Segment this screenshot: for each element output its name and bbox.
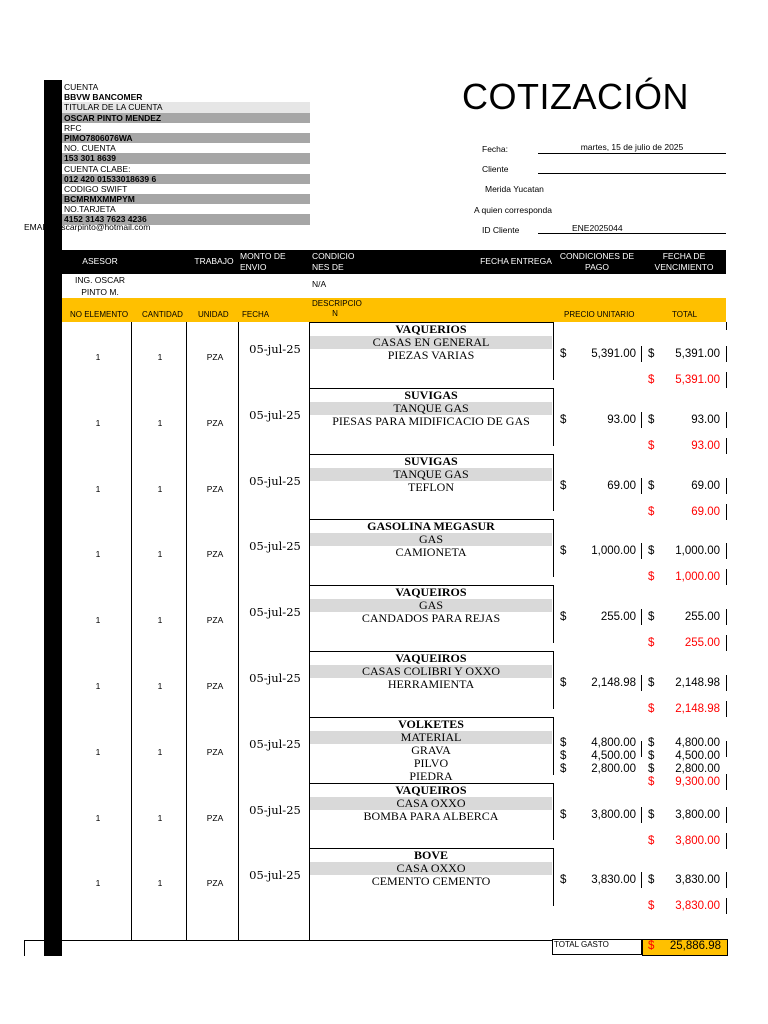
total-price xyxy=(648,874,720,887)
black-header-row xyxy=(62,250,726,274)
desc-right-rule xyxy=(553,585,554,643)
currency-sign: $ xyxy=(648,505,655,518)
location-text: Merida Yucatan xyxy=(485,184,544,194)
account-row: BCMRMXMMPYM xyxy=(62,194,310,204)
desc-right-rule xyxy=(553,783,554,841)
email-line xyxy=(24,222,150,232)
currency-sign: $ xyxy=(648,808,655,821)
unit-price-value: 3,830.00 xyxy=(591,874,636,887)
condiciones-header: CONDICIO NES DE xyxy=(312,251,355,272)
subtotal xyxy=(648,571,720,584)
item-line: CANDADOS PARA REJAS xyxy=(361,611,501,626)
item-title: VOLKETES xyxy=(398,716,464,731)
unit-price xyxy=(560,545,636,558)
total-price-value: 3,830.00 xyxy=(675,874,720,887)
unit-price xyxy=(560,737,636,750)
fecha-value: martes, 15 de julio de 2025 xyxy=(538,142,726,154)
item-unidad: PZA xyxy=(206,878,224,889)
total-price-value: 1,000.00 xyxy=(675,545,720,558)
left-margin-bar xyxy=(44,80,62,956)
item-title: VAQUEIROS xyxy=(395,651,467,665)
page-title: COTIZACIÓN xyxy=(462,76,689,117)
item-cantidad: 1 xyxy=(157,352,163,362)
desc-right-rule xyxy=(553,454,554,512)
currency-sign: $ xyxy=(560,874,567,887)
item-title: SUVIGAS xyxy=(404,453,458,468)
subtotal xyxy=(648,440,720,453)
subtotal-tick xyxy=(726,635,727,651)
account-row: OSCAR PINTO MENDEZ xyxy=(62,113,310,123)
currency-sign: $ xyxy=(648,348,655,360)
currency-sign: $ xyxy=(648,762,655,775)
item-cantidad: 1 xyxy=(157,681,163,691)
item-description xyxy=(310,586,552,625)
item-cantidad: 1 xyxy=(157,746,163,757)
unit-price-value: 255.00 xyxy=(600,611,636,624)
desc-right-rule xyxy=(553,519,554,577)
item-title: VAQUEIROS xyxy=(395,585,467,600)
item-cantidad: 1 xyxy=(157,615,163,626)
email-label: EMAIL xyxy=(24,222,50,232)
item-description xyxy=(310,718,552,783)
item-line: GRAVA xyxy=(411,742,451,757)
subtotal-tick xyxy=(726,504,727,520)
item-no: 1 xyxy=(95,812,101,823)
email-value: g.oscarpinto@hotmail.com xyxy=(49,222,151,232)
price-tick xyxy=(641,741,642,757)
item-title: SUVIGAS xyxy=(404,387,458,402)
fecha-label: Fecha: xyxy=(482,144,508,154)
currency-sign: $ xyxy=(560,677,567,689)
asesor-header: ASESOR xyxy=(82,256,118,266)
subtotal xyxy=(648,835,720,848)
currency-sign: $ xyxy=(648,775,655,788)
bottom-left-rule-v xyxy=(24,940,25,956)
currency-sign: $ xyxy=(648,545,655,558)
account-row: 4152 3143 7623 4236 xyxy=(62,214,310,224)
item-title: BOVE xyxy=(413,848,448,863)
desc-right-rule xyxy=(553,848,554,906)
item-no: 1 xyxy=(95,746,101,757)
total-tick xyxy=(726,872,727,888)
condiciones-value: N/A xyxy=(312,279,327,289)
item-fecha: 05-jul-25 xyxy=(249,671,301,685)
col-precio-unitario: PRECIO UNITARIO xyxy=(564,310,635,319)
currency-sign: $ xyxy=(648,413,655,426)
item-no: 1 xyxy=(95,483,101,494)
right-edge xyxy=(726,322,727,330)
total-price-value: 93.00 xyxy=(691,413,720,426)
item-unidad: PZA xyxy=(206,417,224,428)
currency-sign: $ xyxy=(560,808,567,821)
desc-right-rule xyxy=(553,717,554,775)
subtotal-value: 3,830.00 xyxy=(675,900,720,913)
currency-sign: $ xyxy=(560,413,567,426)
total-price-value: 2,800.00 xyxy=(675,762,720,775)
item-cantidad: 1 xyxy=(157,483,163,494)
column-header-row xyxy=(62,298,726,322)
currency-sign: $ xyxy=(648,374,655,386)
asesor-value: ING. OSCAR PINTO M. xyxy=(74,275,126,297)
subtotal-value: 5,391.00 xyxy=(675,374,720,386)
item-unidad: PZA xyxy=(206,615,224,626)
desc-right-rule xyxy=(553,651,554,709)
item-line: MATERIAL xyxy=(310,731,552,744)
subtotal-tick xyxy=(726,372,727,388)
unit-price xyxy=(560,763,636,776)
item-unidad: PZA xyxy=(206,549,224,560)
item-fecha: 05-jul-25 xyxy=(249,802,301,817)
unit-price-value: 4,800.00 xyxy=(591,736,636,749)
currency-sign: $ xyxy=(648,571,655,584)
table-bottom-rule xyxy=(62,940,552,941)
total-price-value: 2,148.98 xyxy=(675,677,720,689)
col-unidad: UNIDAD xyxy=(198,310,229,319)
total-gasto-box xyxy=(642,939,728,956)
total-price-value: 5,391.00 xyxy=(675,348,720,360)
currency-sign: $ xyxy=(648,611,655,624)
item-description xyxy=(310,784,552,823)
item-line: GAS xyxy=(310,533,552,546)
subtotal-value: 3,800.00 xyxy=(675,834,720,847)
item-line: CASA OXXO xyxy=(310,862,552,875)
price-tick xyxy=(641,609,642,625)
total-price xyxy=(648,545,720,558)
col-cantidad: CANTIDAD xyxy=(142,310,183,319)
item-description xyxy=(310,455,552,494)
subtotal-value: 69.00 xyxy=(691,505,720,518)
total-tick xyxy=(726,543,727,559)
subtotal xyxy=(648,703,720,716)
item-line: TEFLON xyxy=(408,479,454,494)
account-row: NO. CUENTA xyxy=(64,143,116,154)
column-divider xyxy=(186,322,187,940)
total-price xyxy=(648,480,720,493)
col-descripcion: DESCRIPCIO N xyxy=(312,299,362,318)
total-price-value: 255.00 xyxy=(684,611,720,624)
account-row: PIMO7806076WA xyxy=(62,133,310,143)
a-quien-text: A quien corresponda xyxy=(474,205,552,215)
total-price xyxy=(648,737,720,750)
desc-right-rule xyxy=(553,388,554,446)
unit-price-value: 1,000.00 xyxy=(591,545,636,558)
item-title: GASOLINA MEGASUR xyxy=(367,519,495,534)
id-cliente-value: ENE2025044 xyxy=(538,223,726,234)
item-no: 1 xyxy=(95,681,101,691)
price-tick xyxy=(641,412,642,428)
currency-sign: $ xyxy=(648,479,655,492)
account-row: NO.TARJETA xyxy=(64,204,116,215)
subtotal-value: 1,000.00 xyxy=(675,571,720,584)
total-price xyxy=(648,611,720,624)
item-line: CAMIONETA xyxy=(395,545,467,560)
total-price-value: 3,800.00 xyxy=(675,808,720,821)
currency-sign: $ xyxy=(560,736,567,749)
condiciones-pago-header: CONDICIONES DE PAGO xyxy=(559,251,635,272)
price-tick xyxy=(641,872,642,888)
subtotal xyxy=(648,374,720,387)
fecha-vencimiento-header: FECHA DE VENCIMIENTO xyxy=(654,251,714,272)
total-gasto-value: 25,886.98 xyxy=(669,940,721,952)
item-unidad: PZA xyxy=(206,812,224,823)
unit-price xyxy=(560,611,636,624)
total-price-value: 69.00 xyxy=(691,479,720,492)
account-row: CODIGO SWIFT xyxy=(64,183,128,194)
unit-price xyxy=(560,348,636,361)
unit-price xyxy=(560,677,636,690)
unit-price-value: 93.00 xyxy=(607,413,636,426)
item-description xyxy=(310,652,552,691)
currency-sign: $ xyxy=(648,874,655,887)
currency-sign: $ xyxy=(560,762,567,775)
item-cantidad: 1 xyxy=(157,878,163,889)
currency-sign: $ xyxy=(648,834,655,847)
item-unidad: PZA xyxy=(206,681,224,691)
price-tick xyxy=(641,807,642,823)
bottom-left-rule xyxy=(24,940,62,941)
item-description xyxy=(310,849,552,888)
total-price xyxy=(648,414,720,427)
subtotal-value: 2,148.98 xyxy=(675,703,720,715)
item-cantidad: 1 xyxy=(157,549,163,560)
total-tick xyxy=(726,675,727,691)
total-tick xyxy=(726,609,727,625)
item-fecha: 05-jul-25 xyxy=(249,868,301,883)
item-no: 1 xyxy=(95,549,101,560)
cliente-value-line xyxy=(538,162,726,174)
col-fecha: FECHA xyxy=(242,310,270,319)
currency-sign: $ xyxy=(560,348,567,360)
item-fecha: 05-jul-25 xyxy=(249,342,301,356)
column-divider xyxy=(238,322,239,940)
currency-sign: $ xyxy=(648,736,655,749)
unit-price-value: 4,500.00 xyxy=(591,749,636,762)
item-fecha: 05-jul-25 xyxy=(249,539,301,554)
item-fecha: 05-jul-25 xyxy=(249,473,301,488)
item-cantidad: 1 xyxy=(157,417,163,428)
subtotal xyxy=(648,506,720,519)
unit-price xyxy=(560,480,636,493)
total-price xyxy=(648,750,720,763)
total-tick xyxy=(726,412,727,428)
id-cliente-label: ID Cliente xyxy=(482,225,520,235)
col-no-elemento: NO ELEMENTO xyxy=(70,310,129,319)
item-unidad: PZA xyxy=(206,352,224,362)
item-title: VAQUEIROS xyxy=(395,782,467,797)
unit-price-value: 69.00 xyxy=(607,479,636,492)
total-price xyxy=(648,677,720,690)
subtotal xyxy=(648,900,720,913)
account-row: 012 420 01533018639 6 xyxy=(62,174,310,184)
subtotal xyxy=(648,637,720,650)
fecha-entrega-header: FECHA ENTREGA xyxy=(480,256,552,266)
item-line: CASAS COLIBRI Y OXXO xyxy=(310,665,552,678)
price-tick xyxy=(641,675,642,691)
subtotal-tick xyxy=(726,701,727,717)
item-line: TANQUE GAS xyxy=(310,402,552,415)
subtotal-tick xyxy=(726,774,727,790)
column-divider xyxy=(131,322,132,940)
cliente-label: Cliente xyxy=(482,164,509,174)
monto-header: MONTO DE ENVIO xyxy=(240,251,286,272)
item-line: PILVO xyxy=(413,755,449,770)
item-line: PIESAS PARA MIDIFICACIO DE GAS xyxy=(332,413,530,428)
currency-sign: $ xyxy=(648,637,655,650)
currency-sign: $ xyxy=(648,749,655,762)
item-fecha: 05-jul-25 xyxy=(249,605,301,620)
total-price xyxy=(648,348,720,361)
subtotal-value: 93.00 xyxy=(691,439,720,452)
unit-price-value: 2,800.00 xyxy=(591,762,636,775)
item-line: PIEDRA xyxy=(409,768,453,783)
col-total: TOTAL xyxy=(672,310,698,319)
item-line: PIEZAS VARIAS xyxy=(387,348,475,362)
currency-sign: $ xyxy=(648,677,655,689)
price-tick xyxy=(641,478,642,494)
currency-sign: $ xyxy=(560,545,567,558)
currency-sign: $ xyxy=(560,479,567,492)
account-row: BBVW BANCOMER xyxy=(64,92,143,103)
unit-price-value: 5,391.00 xyxy=(591,348,636,360)
subtotal-value: 9,300.00 xyxy=(675,775,720,788)
account-row: 153 301 8639 xyxy=(62,153,310,163)
currency-sign: $ xyxy=(648,703,655,715)
desc-right-rule xyxy=(553,322,554,380)
item-no: 1 xyxy=(95,615,101,626)
item-title: VAQUERIOS xyxy=(395,322,467,336)
currency-sign: $ xyxy=(560,611,567,624)
price-tick xyxy=(641,543,642,559)
unit-price xyxy=(560,874,636,887)
item-fecha: 05-jul-25 xyxy=(249,736,301,751)
total-price xyxy=(648,763,720,776)
item-no: 1 xyxy=(95,417,101,428)
total-tick xyxy=(726,346,727,362)
unit-price xyxy=(560,750,636,763)
subtotal-tick xyxy=(726,438,727,454)
item-description xyxy=(310,323,552,362)
item-line: CASA OXXO xyxy=(310,797,552,810)
total-tick xyxy=(726,807,727,823)
currency-sign: $ xyxy=(648,900,655,913)
subtotal-value: 255.00 xyxy=(684,637,720,650)
subtotal xyxy=(648,776,720,789)
subtotal-tick xyxy=(726,569,727,585)
item-unidad: PZA xyxy=(206,483,224,494)
item-description xyxy=(310,389,552,428)
item-cantidad: 1 xyxy=(157,812,163,823)
total-price xyxy=(648,809,720,822)
account-row: CUENTA xyxy=(64,82,99,92)
item-description xyxy=(310,520,552,559)
item-line: HERRAMIENTA xyxy=(387,677,475,691)
account-row: CUENTA CLABE: xyxy=(64,163,131,174)
total-tick xyxy=(726,741,727,757)
total-price-value: 4,800.00 xyxy=(675,736,720,749)
item-line: BOMBA PARA ALBERCA xyxy=(363,808,499,823)
price-tick xyxy=(641,346,642,362)
item-fecha: 05-jul-25 xyxy=(249,407,301,422)
account-row: RFC xyxy=(64,122,82,133)
total-currency: $ xyxy=(648,940,655,952)
total-price-value: 4,500.00 xyxy=(675,749,720,762)
item-no: 1 xyxy=(95,878,101,889)
item-line: TANQUE GAS xyxy=(310,468,552,481)
item-line: CASAS EN GENERAL xyxy=(310,336,552,349)
total-tick xyxy=(726,478,727,494)
currency-sign: $ xyxy=(560,749,567,762)
unit-price-value: 2,148.98 xyxy=(591,677,636,689)
total-gasto-label: TOTAL GASTO xyxy=(554,940,609,949)
item-line: CEMENTO CEMENTO xyxy=(371,874,491,889)
item-line: GAS xyxy=(310,599,552,612)
unit-price-value: 3,800.00 xyxy=(591,808,636,821)
currency-sign: $ xyxy=(648,439,655,452)
bank-account-block xyxy=(62,82,310,224)
subtotal-tick xyxy=(726,898,727,914)
unit-price xyxy=(560,809,636,822)
account-row: TITULAR DE LA CUENTA xyxy=(62,102,310,112)
item-no: 1 xyxy=(95,352,101,362)
item-unidad: PZA xyxy=(206,746,224,757)
subtotal-tick xyxy=(726,833,727,849)
trabajo-header: TRABAJO xyxy=(194,256,234,266)
unit-price xyxy=(560,414,636,427)
